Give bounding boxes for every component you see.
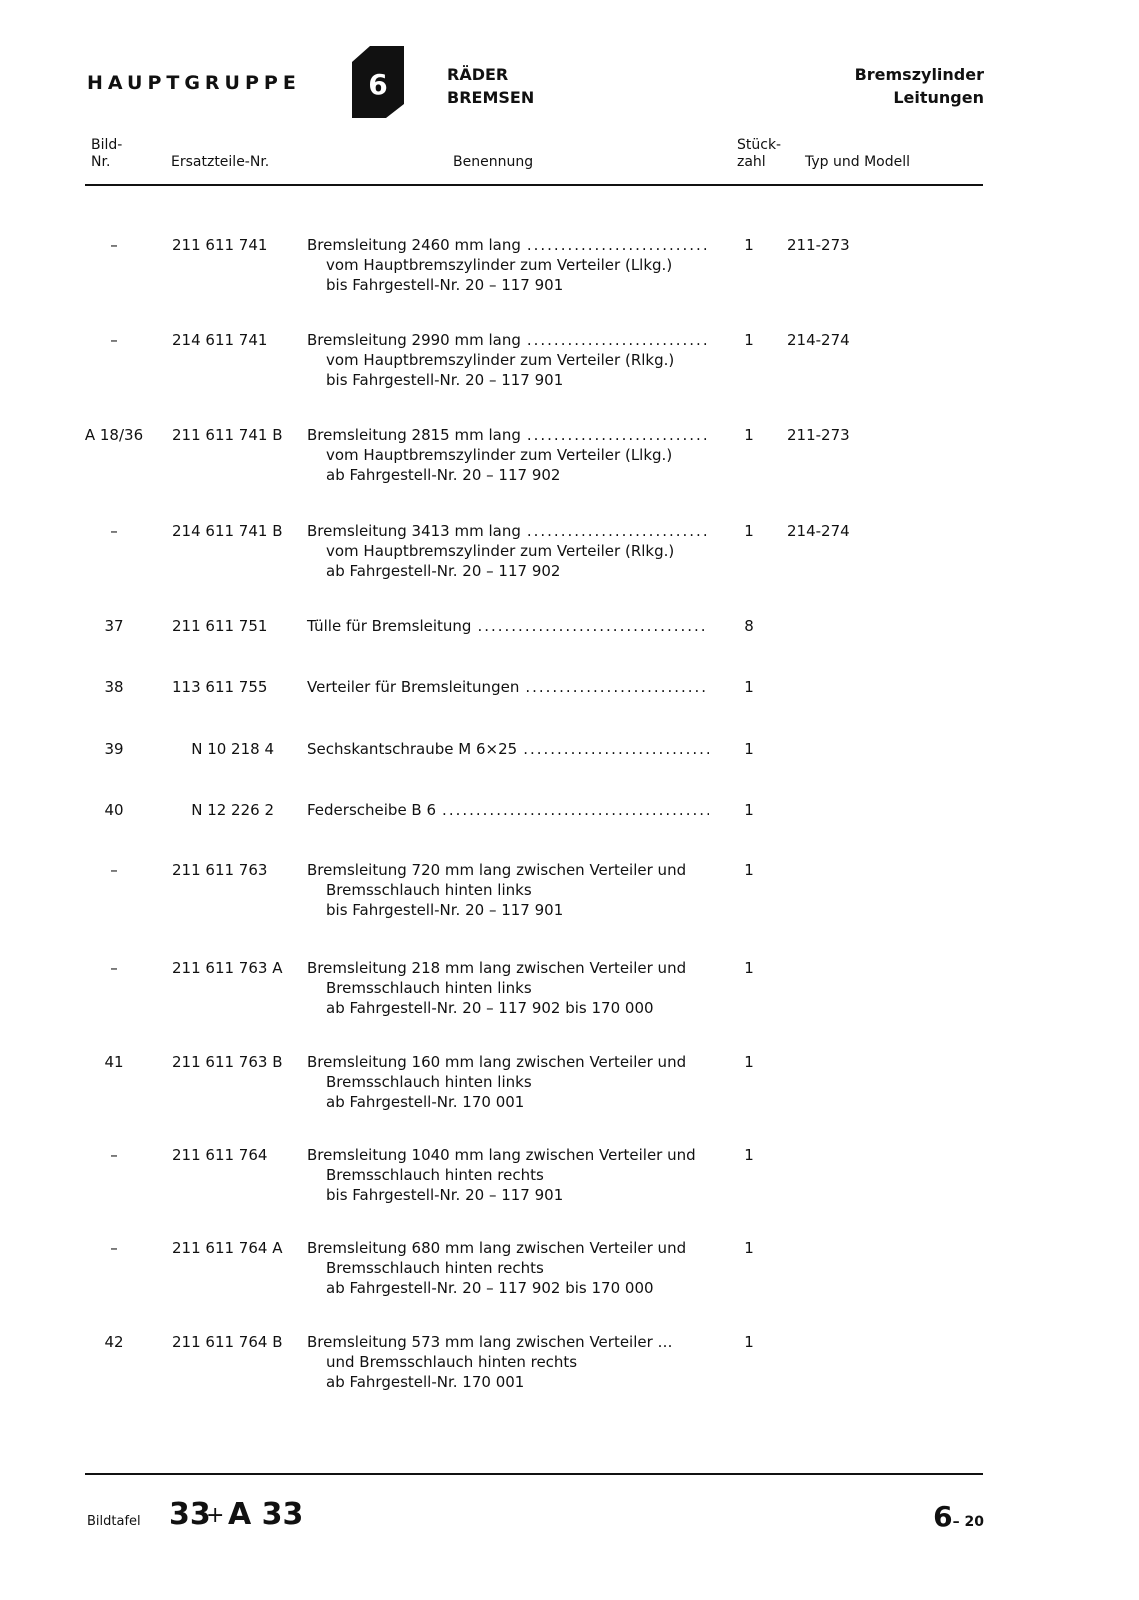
description-line-2: und Bremsschlauch hinten rechts	[326, 1353, 578, 1371]
quantity: 1	[744, 426, 754, 444]
description-text: Tülle für Bremsleitung	[307, 617, 472, 635]
part-number: 211 611 764 B	[172, 1333, 283, 1351]
description-line-3: ab Fahrgestell-Nr. 170 001	[326, 1093, 525, 1111]
footer-rule	[85, 1473, 983, 1475]
part-number: 113 611 755	[172, 678, 268, 696]
quantity: 1	[744, 1239, 754, 1257]
bild-nr: –	[110, 1239, 118, 1257]
description	[307, 330, 709, 390]
quantity: 1	[744, 740, 754, 758]
description	[307, 677, 709, 697]
description-line-3: ab Fahrgestell-Nr. 20 – 117 902 bis 170 000	[326, 999, 654, 1017]
part-number: 211 611 763 B	[172, 1053, 283, 1071]
description	[307, 739, 709, 759]
description-line-1	[307, 800, 709, 820]
description-line-3: ab Fahrgestell-Nr. 170 001	[326, 1373, 525, 1391]
bild-nr: 42	[104, 1333, 124, 1351]
description-text: Bremsleitung 2990 mm lang	[307, 331, 521, 349]
section-title	[724, 63, 984, 109]
description-text: Bremsleitung 2815 mm lang	[307, 426, 521, 444]
description-text: Bremsleitung 160 mm lang zwischen Verteiler und	[307, 1053, 687, 1071]
description	[307, 1238, 709, 1298]
leader-dots	[442, 800, 709, 820]
description-text: Bremsleitung 1040 mm lang zwischen Verteiler und	[307, 1146, 696, 1164]
column-head-bild	[91, 137, 122, 171]
column-head-bild-line-1: Bild-	[91, 137, 123, 153]
part-number: 214 611 741	[172, 331, 268, 349]
page-number-main: 6	[933, 1500, 953, 1533]
type-model: 211-273	[787, 426, 850, 444]
bild-nr: –	[110, 522, 118, 540]
column-head-bild-line-2: Nr.	[91, 154, 111, 170]
description-line-2: vom Hauptbremszylinder zum Verteiler (Llkg.)	[326, 256, 673, 274]
quantity: 1	[744, 236, 754, 254]
description-line-2: Bremsschlauch hinten links	[326, 1073, 532, 1091]
description-line-2: Bremsschlauch hinten links	[326, 881, 532, 899]
bild-nr: 37	[104, 617, 124, 635]
description-text: Bremsleitung 680 mm lang zwischen Verteiler und	[307, 1239, 687, 1257]
description-line-1	[307, 739, 709, 759]
description-line-1	[307, 521, 709, 541]
description	[307, 616, 709, 636]
description	[307, 425, 709, 485]
description-line-1	[307, 1145, 709, 1165]
section-title-line-2: Leitungen	[893, 88, 984, 107]
bild-nr: –	[110, 1146, 118, 1164]
quantity: 1	[744, 331, 754, 349]
leader-dots	[527, 425, 709, 445]
section-title-line-1: Bremszylinder	[854, 65, 984, 84]
group-number: 6	[368, 68, 388, 101]
quantity: 1	[744, 1053, 754, 1071]
description-line-1	[307, 616, 709, 636]
type-model: 214-274	[787, 522, 850, 540]
bild-nr: 41	[104, 1053, 124, 1071]
description-line-3: ab Fahrgestell-Nr. 20 – 117 902	[326, 562, 561, 580]
page-number-sub: – 20	[952, 1514, 984, 1530]
bild-nr: –	[110, 959, 118, 977]
description-line-2: vom Hauptbremszylinder zum Verteiler (Rlkg.)	[326, 542, 675, 560]
description-line-1	[307, 677, 709, 697]
plate-plus: +	[206, 1503, 225, 1528]
quantity: 1	[744, 1333, 754, 1351]
description	[307, 958, 709, 1018]
leader-dots	[527, 235, 709, 255]
part-number: 211 611 763	[172, 861, 268, 879]
description-line-1	[307, 1332, 709, 1352]
quantity: 1	[744, 522, 754, 540]
part-number: 211 611 751	[172, 617, 268, 635]
column-head-typ: Typ und Modell	[805, 154, 910, 170]
description-line-3: bis Fahrgestell-Nr. 20 – 117 901	[326, 276, 564, 294]
description	[307, 521, 709, 581]
bild-nr: –	[110, 236, 118, 254]
quantity: 1	[744, 1146, 754, 1164]
group-number-badge	[350, 44, 406, 120]
description-line-3: bis Fahrgestell-Nr. 20 – 117 901	[326, 1186, 564, 1204]
description-text: Bremsleitung 218 mm lang zwischen Verteiler und	[307, 959, 687, 977]
bild-nr: A 18/36	[84, 426, 144, 444]
header-rule	[85, 184, 983, 186]
part-number: 211 611 741 B	[172, 426, 283, 444]
description	[307, 1145, 709, 1205]
quantity: 1	[744, 678, 754, 696]
plate-number-a: A 33	[228, 1497, 304, 1532]
group-label: HAUPTGRUPPE	[87, 72, 301, 94]
quantity: 1	[744, 861, 754, 879]
description-line-2: Bremsschlauch hinten rechts	[326, 1166, 544, 1184]
quantity: 1	[744, 801, 754, 819]
description-text: Federscheibe B 6	[307, 801, 437, 819]
description-line-3: bis Fahrgestell-Nr. 20 – 117 901	[326, 901, 564, 919]
description-text: Verteiler für Bremsleitungen	[307, 678, 520, 696]
bild-nr: –	[110, 331, 118, 349]
part-number: 211 611 764	[172, 1146, 268, 1164]
part-number: N 12 226 2	[191, 801, 274, 819]
bildtafel-label: Bildtafel	[87, 1514, 141, 1529]
part-number: 211 611 741	[172, 236, 268, 254]
leader-dots	[527, 330, 709, 350]
group-title-line-1: RÄDER	[447, 65, 509, 84]
description-line-1	[307, 860, 709, 880]
description-line-2: vom Hauptbremszylinder zum Verteiler (Rlkg.)	[326, 351, 675, 369]
group-title	[447, 63, 534, 109]
description	[307, 1052, 709, 1112]
description-text: Bremsleitung 720 mm lang zwischen Verteiler und	[307, 861, 687, 879]
column-head-stueck-line-2: zahl	[737, 154, 766, 170]
description	[307, 235, 709, 295]
quantity: 8	[744, 617, 754, 635]
quantity: 1	[744, 959, 754, 977]
description-text: Bremsleitung 2460 mm lang	[307, 236, 521, 254]
part-number: 211 611 763 A	[172, 959, 283, 977]
part-number: 211 611 764 A	[172, 1239, 283, 1257]
description	[307, 1332, 709, 1392]
bild-nr: 38	[104, 678, 124, 696]
bild-nr: 40	[104, 801, 124, 819]
page-number	[933, 1500, 984, 1533]
description-line-1	[307, 330, 709, 350]
group-title-line-2: BREMSEN	[447, 88, 535, 107]
leader-dots	[527, 521, 709, 541]
type-model: 214-274	[787, 331, 850, 349]
column-head-ersatzteile: Ersatzteile-Nr.	[171, 154, 270, 170]
description-line-2: Bremsschlauch hinten links	[326, 979, 532, 997]
type-model: 211-273	[787, 236, 850, 254]
bild-nr: –	[110, 861, 118, 879]
column-head-stueck-line-1: Stück-	[737, 137, 782, 153]
description-line-3: ab Fahrgestell-Nr. 20 – 117 902 bis 170 000	[326, 1279, 654, 1297]
leader-dots	[523, 739, 709, 759]
bild-nr: 39	[104, 740, 124, 758]
description-line-3: bis Fahrgestell-Nr. 20 – 117 901	[326, 371, 564, 389]
description-line-1	[307, 235, 709, 255]
description-text: Bremsleitung 573 mm lang zwischen Verteiler …	[307, 1333, 673, 1351]
column-head-benennung: Benennung	[453, 154, 534, 170]
leader-dots	[477, 616, 709, 636]
plate-number: 33	[169, 1497, 211, 1532]
description-line-1	[307, 1238, 709, 1258]
description-line-1	[307, 1052, 709, 1072]
description-text: Bremsleitung 3413 mm lang	[307, 522, 521, 540]
part-number: N 10 218 4	[191, 740, 274, 758]
part-number: 214 611 741 B	[172, 522, 283, 540]
description-text: Sechskantschraube M 6×25	[307, 740, 518, 758]
description	[307, 860, 709, 920]
description-line-2: Bremsschlauch hinten rechts	[326, 1259, 544, 1277]
leader-dots	[525, 677, 709, 697]
description-line-1	[307, 425, 709, 445]
column-head-stueckzahl	[737, 137, 781, 171]
description-line-3: ab Fahrgestell-Nr. 20 – 117 902	[326, 466, 561, 484]
description-line-2: vom Hauptbremszylinder zum Verteiler (Llkg.)	[326, 446, 673, 464]
description-line-1	[307, 958, 709, 978]
description	[307, 800, 709, 820]
